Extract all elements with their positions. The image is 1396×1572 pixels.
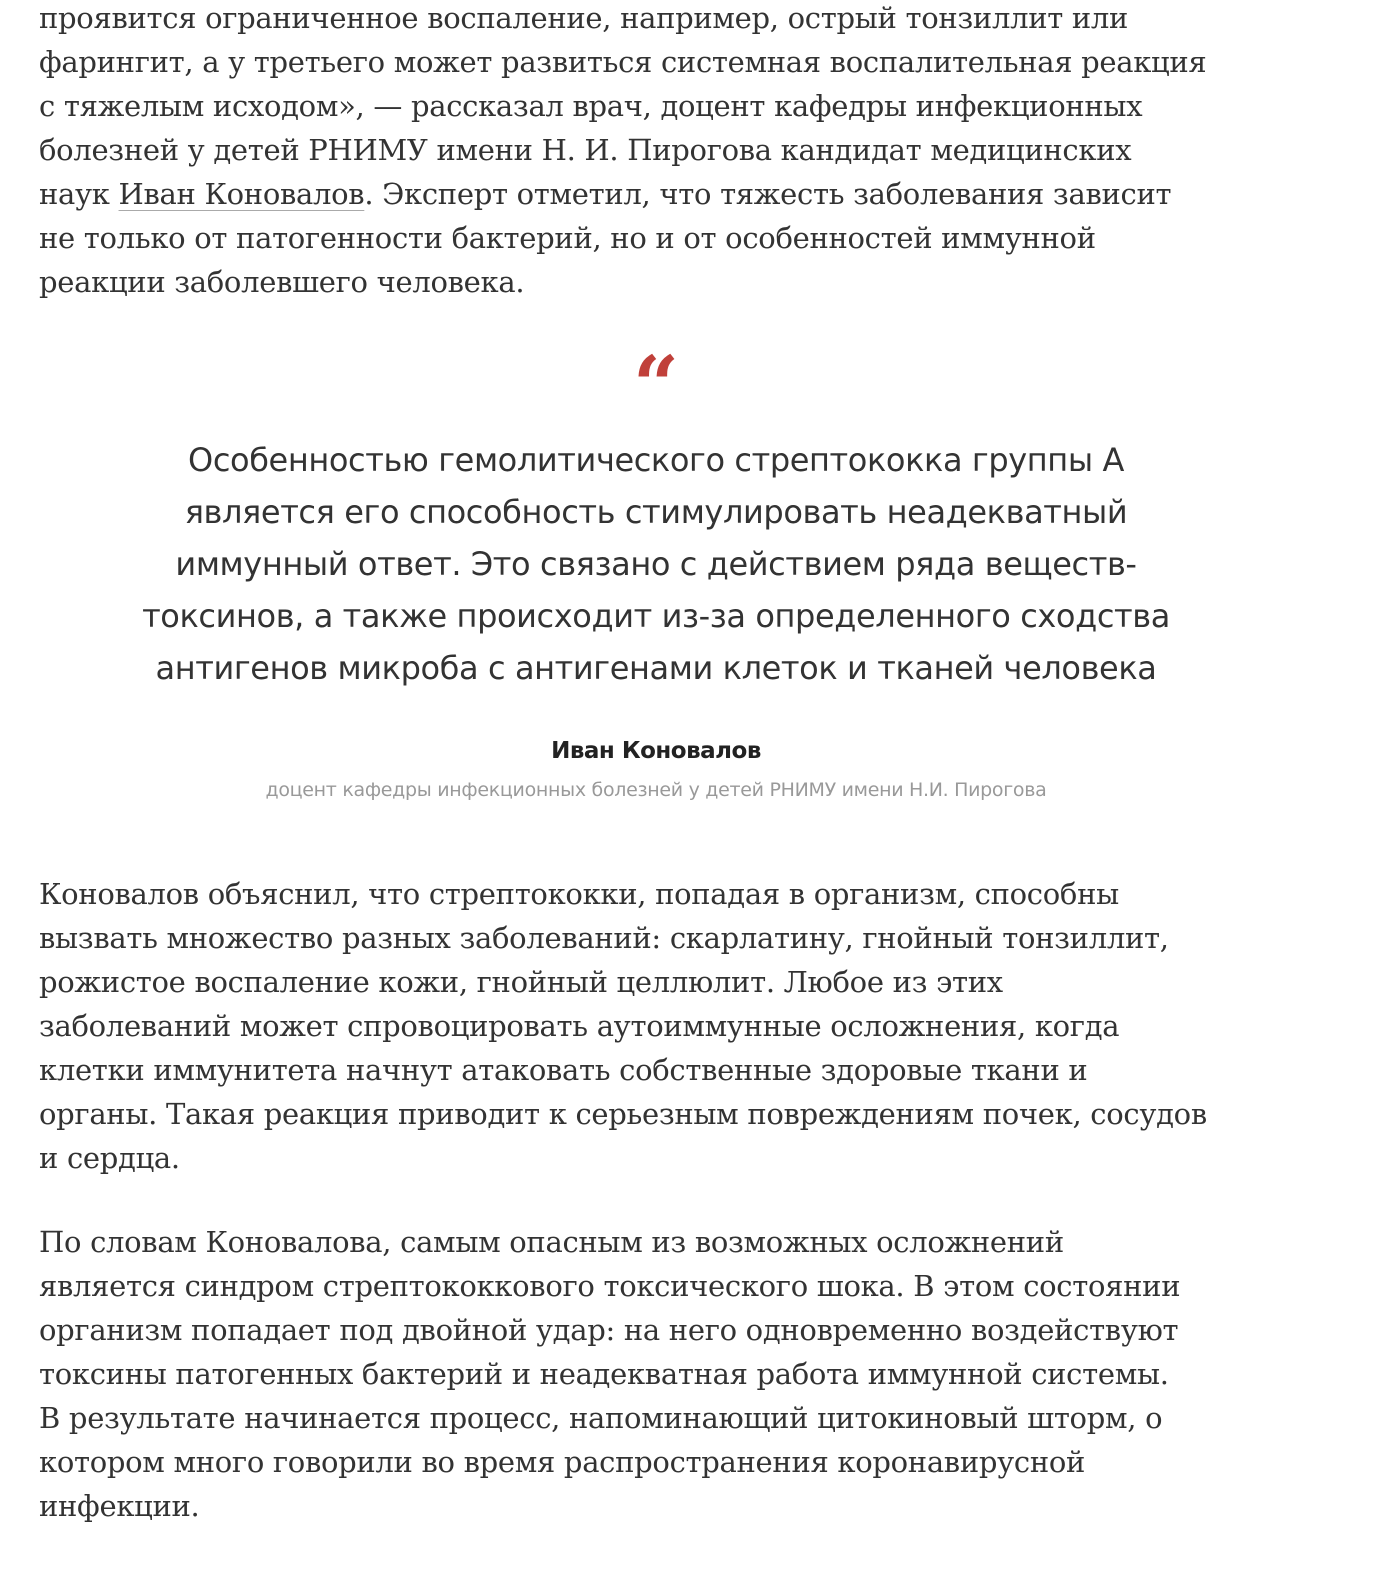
quote-author: Иван Коновалов	[551, 738, 761, 764]
quote-line: антигенов микроба с антигенами клеток и тканей человека	[155, 649, 1157, 687]
text-line: токсины патогенных бактерий и неадекватная работа иммунной системы.	[39, 1357, 1169, 1391]
text-line	[39, 172, 1299, 216]
article-paragraph	[39, 0, 1299, 304]
text-line: вызвать множество разных заболеваний: скарлатину, гнойный тонзиллит,	[39, 921, 1169, 955]
text-line: Коновалов объяснил, что стрептококки, попадая в организм, способны	[39, 877, 1119, 911]
article-paragraph	[39, 872, 1299, 1180]
text-segment: . Эксперт отметил, что тяжесть заболевания зависит	[364, 177, 1172, 211]
text-line: В результате начинается процесс, напоминающий цитокиновый шторм, о	[39, 1401, 1163, 1435]
quote-line: иммунный ответ. Это связано с действием ряда веществ-	[175, 545, 1137, 583]
quote-line: является его способность стимулировать неадекватный	[184, 493, 1128, 531]
text-line: и сердца.	[39, 1141, 180, 1175]
text-line: клетки иммунитета начнут атаковать собственные здоровые ткани и	[39, 1053, 1088, 1087]
text-line: с тяжелым исходом», — рассказал врач, доцент кафедры инфекционных	[39, 89, 1143, 123]
text-line: фарингит, а у третьего может развиться системная воспалительная реакция	[39, 45, 1207, 79]
quote-author-role: доцент кафедры инфекционных болезней у детей РНИМУ имени Н.И. Пирогова	[265, 779, 1047, 801]
pull-quote	[0, 434, 1312, 694]
quote-line: токсинов, а также происходит из-за определенного сходства	[142, 597, 1170, 635]
text-line: является синдром стрептококкового токсического шока. В этом состоянии	[39, 1269, 1181, 1303]
text-segment: наук	[39, 177, 119, 211]
article-paragraph	[39, 1220, 1299, 1528]
expert-name-link[interactable]: Иван Коновалов	[118, 177, 365, 211]
text-line: инфекции.	[39, 1489, 200, 1523]
text-line: заболеваний может спровоцировать аутоиммунные осложнения, когда	[39, 1009, 1120, 1043]
quote-mark-icon: “	[632, 338, 679, 432]
text-line: реакции заболевшего человека.	[39, 265, 525, 299]
text-line: По словам Коновалова, самым опасным из возможных осложнений	[39, 1225, 1064, 1259]
text-line: котором много говорили во время распространения коронавирусной	[39, 1445, 1086, 1479]
text-line: проявится ограниченное воспаление, например, острый тонзиллит или	[39, 1, 1129, 35]
quote-line: Особенностью гемолитического стрептококка группы А	[188, 441, 1124, 479]
text-line: болезней у детей РНИМУ имени Н. И. Пирогова кандидат медицинских	[39, 133, 1132, 167]
text-line: рожистое воспаление кожи, гнойный целлюлит. Любое из этих	[39, 965, 1003, 999]
text-line: организм попадает под двойной удар: на него одновременно воздействуют	[39, 1313, 1179, 1347]
text-line: органы. Такая реакция приводит к серьезным повреждениям почек, сосудов	[39, 1097, 1207, 1131]
text-line: не только от патогенности бактерий, но и от особенностей иммунной	[39, 221, 1096, 255]
